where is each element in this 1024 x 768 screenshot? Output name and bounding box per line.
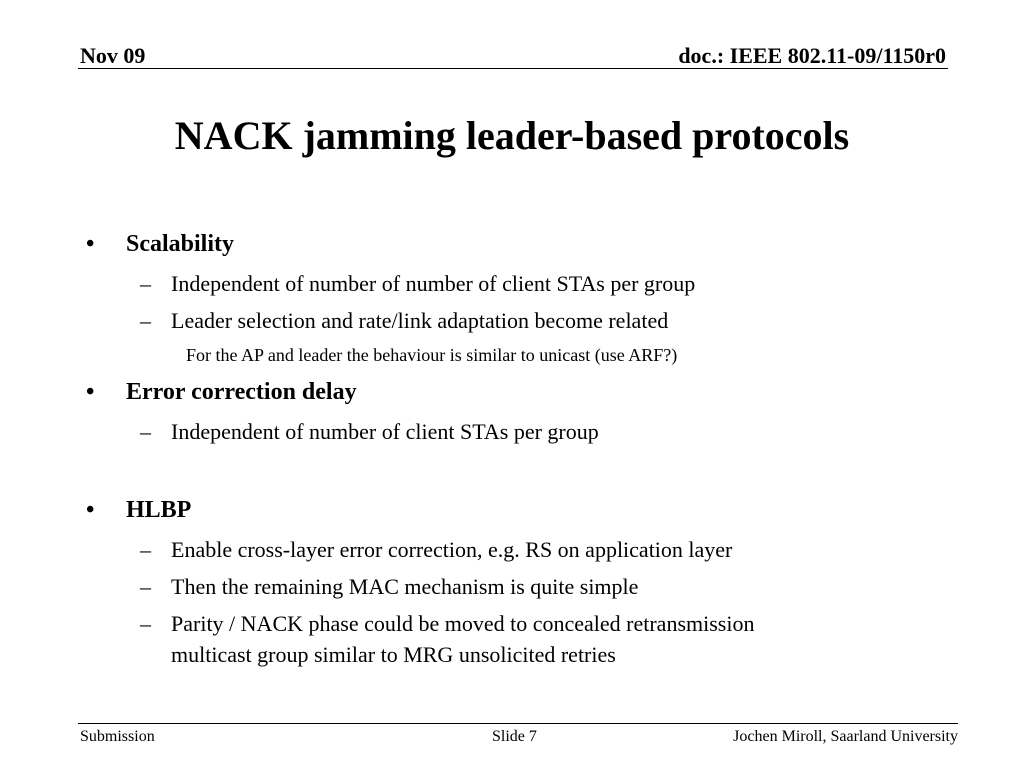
header-date: Nov 09: [80, 43, 146, 68]
footer-author: Jochen Miroll, Saarland University: [733, 728, 958, 745]
slide-title: NACK jamming leader-based protocols: [174, 113, 850, 158]
sub-bullet-marker: –: [140, 611, 151, 636]
footer-rule: [78, 723, 958, 724]
bullet-scalability: Scalability: [126, 231, 235, 257]
sub-bullet-marker: –: [140, 574, 151, 599]
sub-bullet-marker: –: [140, 308, 151, 333]
sub-bullet-text: Parity / NACK phase could be moved to concealed retransmission: [171, 611, 755, 636]
footer-slide-number: Slide 7: [492, 728, 537, 745]
sub-bullet-marker: –: [140, 271, 151, 296]
sub-bullet-text: Independent of number of number of client STAs per group: [171, 271, 696, 296]
sub-bullet-continuation: multicast group similar to MRG unsolicited retries: [171, 642, 616, 667]
sub-bullet-text: Independent of number of client STAs per group: [171, 419, 599, 444]
bullet-marker: •: [86, 231, 95, 257]
bullet-marker: •: [86, 497, 95, 523]
bullet-hlbp: HLBP: [126, 497, 192, 523]
bullet-error-correction-delay: Error correction delay: [126, 379, 357, 405]
sub-bullet-text: Then the remaining MAC mechanism is quite simple: [171, 574, 639, 599]
footer-submission: Submission: [80, 728, 155, 745]
sub-bullet-text: Leader selection and rate/link adaptation become related: [171, 308, 669, 333]
sub-bullet-text: Enable cross-layer error correction, e.g. RS on application layer: [171, 537, 733, 562]
header-doc-id: doc.: IEEE 802.11-09/1150r0: [678, 43, 946, 68]
note-text: For the AP and leader the behaviour is similar to unicast (use ARF?): [186, 345, 678, 365]
sub-bullet-marker: –: [140, 537, 151, 562]
sub-bullet-marker: –: [140, 419, 151, 444]
header-rule: [78, 68, 948, 69]
bullet-marker: •: [86, 379, 95, 405]
